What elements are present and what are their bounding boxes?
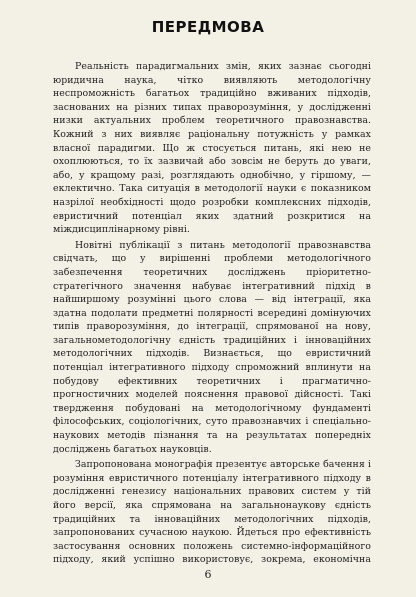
page-number: 6 <box>204 568 212 581</box>
page-title: ПЕРЕДМОВА <box>151 18 265 36</box>
paragraph-1: Реальність парадигмальних змін, яких зазнає сьогодні юридична наука, чітко виявляють методологічну неспроможність багатьох традиційно вживаних підходів, заснованих на різних типах праворозуміння, у дослідженні низки актуальних проблем теоретичного правознавства. Кожний з них виявляє раціональну потужність у рамках власної парадигми. Що ж стосується питань, які нею не охоплюються, то їх зазвичай або зовсім не беруть до уваги, або, у кращому разі, розглядають однобічно, у гіршому, — еклектично. Така ситуація в методології науки є показником назрілої необхідності щодо розробки комплексних підходів, евристичний потенціал яких здатний розкритися на міждисциплінарному рівні. <box>53 61 371 236</box>
paragraph-2: Новітні публікації з питань методології правознавства свідчать, що у вирішенні проблеми методологічного забезпечення теоретичних досліджень пріоритетно-стратегічного значення набуває інтегративний підхід в найширшому розумінні цього слова — від інтеграції, яка здатна подолати предметні полярності всередині домінуючих типів праворозуміння, до інтеграції, спрямованої на нову, загальнометодологічну єдність традиційних і інноваційних методологічних підходів. Визнається, що евристичний потенціал інтегративного підходу спроможний вплинути на побудову ефективних теоретичних і прагматично-прогностичних моделей пояснення правової дійсності. Такі твердження побудовані на методологічному фундаменті філософських, соціологічних, суто правознавчих і спеціально-наукових методів пізнання та на результатах попередніх досліджень багатьох науковців. <box>53 239 371 455</box>
paragraph-3: Запропонована монографія презентує авторське бачення і розуміння евристичного потенціалу інтегративного підходу в дослідженні генезису національних правових систем у тій його версії, яка спрямована на загальнонаукову єдність традиційних та інноваційних методологічних підходів, запропонованих сучасною наукою. Йдеться про ефективність застосування основних положень системно-інформаційного підходу, який успішно використовує, зокрема, економічна <box>53 459 371 565</box>
body-text <box>53 60 371 565</box>
